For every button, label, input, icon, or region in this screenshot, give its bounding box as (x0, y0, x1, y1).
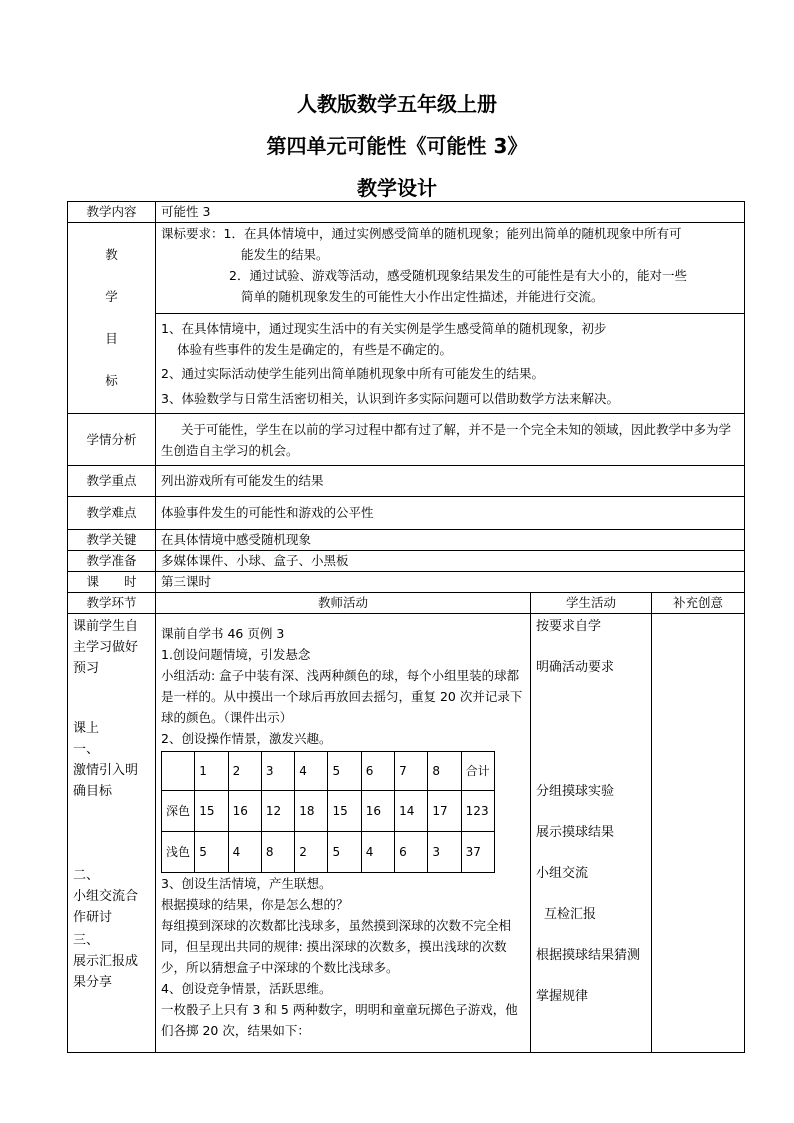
extra-notes (652, 614, 745, 1053)
lesson-plan-table (67, 201, 745, 1053)
row-kebiao (68, 223, 745, 314)
stage-column: 课前学生自主学习做好预习 课上 一、 激情引入明确目标 二、 小组交流合作研讨 三、 展示汇报成果分享 (68, 614, 156, 1053)
row-content (68, 202, 745, 223)
row-difficulty (68, 497, 745, 530)
process-body-row (68, 614, 745, 1053)
difficulty-label: 教学难点 (68, 497, 156, 530)
doc-title-unit: 第四单元可能性《可能性 3》 (266, 134, 528, 158)
prep-label: 教学准备 (68, 551, 156, 572)
col-student-header: 学生活动 (531, 593, 652, 614)
row-key-point (68, 466, 745, 497)
doc-title-textbook: 人教版数学五年级上册 (297, 92, 497, 116)
content-value: 可能性 3 (156, 202, 745, 223)
key-label: 教学关键 (68, 530, 156, 551)
ball-table-dark-row: 深色 15 16 12 18 15 16 14 17 123 (162, 791, 495, 832)
student-activity: 按要求自学 明确活动要求 分组摸球实验 展示摸球结果 小组交流 互检汇报 根据摸球结果猜测 掌握规律 (531, 614, 652, 1053)
key-value: 在具体情境中感受随机现象 (156, 530, 745, 551)
row-goals (68, 314, 745, 414)
period-value: 第三课时 (156, 572, 745, 593)
key-point-value: 列出游戏所有可能发生的结果 (156, 466, 745, 497)
col-stage-header: 教学环节 (68, 593, 156, 614)
ball-table-header-row: 1 2 3 4 5 6 7 8 合计 (162, 752, 495, 791)
col-extra-header: 补充创意 (652, 593, 745, 614)
row-analysis (68, 414, 745, 466)
teacher-activity: 课前自学书 46 页例 3 1.创设问题情境，引发悬念 小组活动: 盒子中装有深、浅两种颜色的球，每个小组里装的球都是一样的。从中摸出一个球后再放回去摇匀，重复 20 次并记录下球的颜色。（课件出示） 2、创设操作情景，激发兴趣。 1 2 3 4 5 6 7 8 合计 深色 15 16 12 18 15 16 14 17 123 浅色 5 4 8 2 5 4 6 3 37 3、创设生活情境，产生联想。 根据摸球的结果，你是怎么想的？ 每组摸到深球的次数都比浅球多，虽然摸到深球的次数不完全相同，但呈现出共同的规律: 摸出深球的次数多，摸出浅球的次数少，所以猜想盒子中深球的个数比浅球多。 4、创设竞争情景，活跃思维。 一枚骰子上只有 3 和 5 两种数字，明明和童童玩掷色子游戏，他们各掷 20 次，结果如下： (156, 614, 531, 1053)
key-point-label: 教学重点 (68, 466, 156, 497)
process-header-row (68, 593, 745, 614)
ball-table-light-row: 浅色 5 4 8 2 5 4 6 3 37 (162, 832, 495, 873)
content-label: 教学内容 (68, 202, 156, 223)
row-key (68, 530, 745, 551)
col-teacher-header: 教师活动 (156, 593, 531, 614)
row-period (68, 572, 745, 593)
period-label: 课 时 (68, 572, 156, 593)
doc-title-design: 教学设计 (357, 176, 437, 200)
teaching-goals: 1、在具体情境中，通过现实生活中的有关实例是学生感受简单的随机现象，初步 体验有些事件的发生是确定的，有些是不确定的。 2、通过实际活动使学生能列出简单随机现象中所有可能发生的结果。 3、体验数学与日常生活密切相关，认识到许多实际问题可以借助数学方法来解决。 (156, 314, 745, 414)
prep-value: 多媒体课件、小球、盒子、小黑板 (156, 551, 745, 572)
analysis-value: 关于可能性，学生在以前的学习过程中都有过了解，并不是一个完全未知的领域，因此教学中多为学生创造自主学习的机会。 (156, 414, 745, 466)
ball-result-table (161, 751, 495, 873)
curriculum-standard: 课标要求：1．在具体情境中，通过实例感受简单的随机现象；能列出简单的随机现象中所有可 能发生的结果。 2．通过试验、游戏等活动，感受随机现象结果发生的可能性是有大小的，能对一些 简单的随机现象发生的可能性大小作出定性描述，并能进行交流。 (156, 223, 745, 314)
row-prep (68, 551, 745, 572)
analysis-label: 学情分析 (68, 414, 156, 466)
goal-label: 教 学 目 标 (68, 223, 156, 414)
difficulty-value: 体验事件发生的可能性和游戏的公平性 (156, 497, 745, 530)
